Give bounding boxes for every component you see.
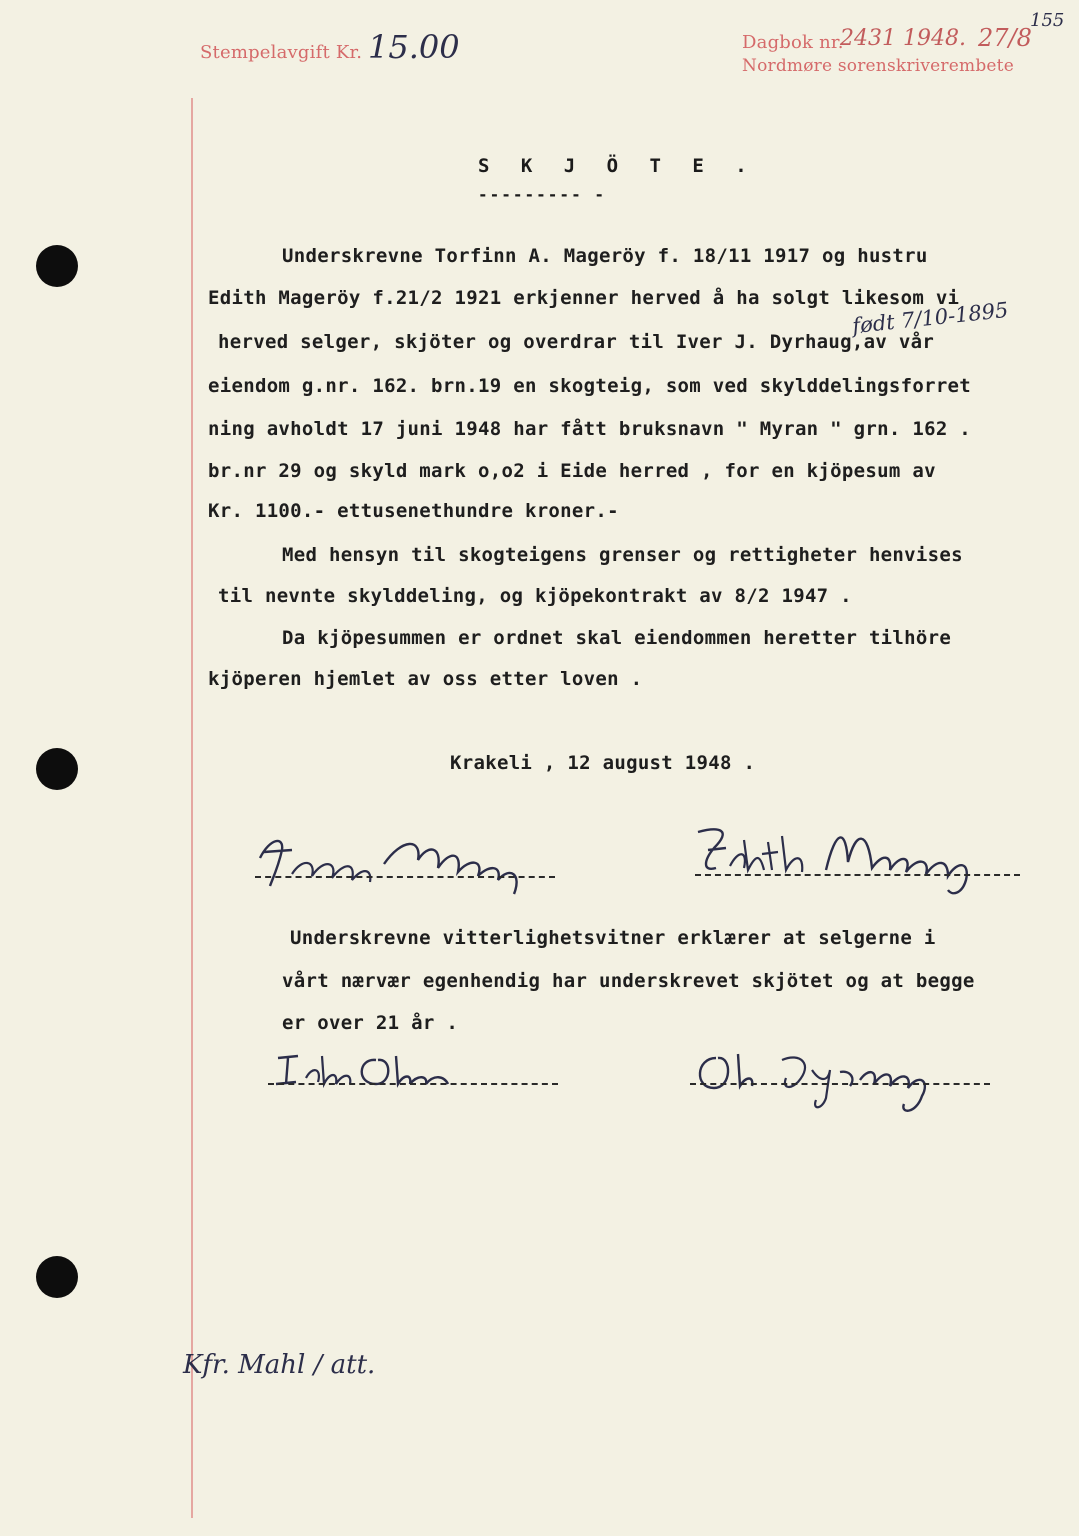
page-number: 155 <box>1030 10 1065 31</box>
body-line: Edith Mageröy f.21/2 1921 erkjenner herved å ha solgt likesom vi <box>208 287 960 309</box>
handwritten-insert: født 7/10-1895 <box>851 297 1010 339</box>
body-line: Kr. 1100.- ettusenethundre kroner.- <box>208 500 619 522</box>
journal-date: 27/8 <box>978 24 1032 52</box>
body-line: ning avholdt 17 juni 1948 har fått bruksnavn " Myran " grn. 162 . <box>208 418 972 440</box>
witness-line: vårt nærvær egenhendig har underskrevet skjötet og at begge <box>282 970 975 992</box>
title-underline: --------- - <box>478 185 606 204</box>
witness-line: er over 21 år . <box>282 1012 459 1034</box>
stamp-duty-label: Stempelavgift Kr. <box>200 42 363 63</box>
body-line: kjöperen hjemlet av oss etter loven . <box>208 668 643 690</box>
witness-line: Underskrevne vitterlighetsvitner erklærer at selgerne i <box>290 927 936 949</box>
signature-edith-mageroy <box>686 820 1006 900</box>
body-line: herved selger, skjöter og overdrar til Iver J. Dyrhaug,av vår <box>218 331 935 353</box>
punch-hole <box>36 748 78 790</box>
place-date: Krakeli , 12 august 1948 . <box>450 752 756 774</box>
margin-note: Kfr. Mahl / att. <box>183 1350 376 1380</box>
signature-witness-1 <box>272 1050 472 1094</box>
punch-hole <box>36 245 78 287</box>
signature-torfinn-mageroy <box>252 828 562 900</box>
body-line: br.nr 29 og skyld mark o,o2 i Eide herred , for en kjöpesum av <box>208 460 936 482</box>
body-line: eiendom g.nr. 162. brn.19 en skogteig, som ved skylddelingsforret <box>208 375 972 397</box>
document-title: S K J Ö T E . <box>478 155 757 177</box>
signature-line <box>695 874 1020 876</box>
body-line: til nevnte skylddeling, og kjöpekontrakt av 8/2 1947 . <box>218 585 852 607</box>
signature-line <box>255 876 555 878</box>
signature-line <box>690 1083 990 1085</box>
journal-label: Dagbok nr. <box>742 32 844 53</box>
body-line: Underskrevne Torfinn A. Mageröy f. 18/11 1917 og hustru <box>282 245 928 267</box>
red-margin-line <box>191 98 193 1518</box>
office-name: Nordmøre sorenskriverembete <box>742 56 1014 76</box>
body-line: Med hensyn til skogteigens grenser og rettigheter henvises <box>282 544 963 566</box>
signature-line <box>268 1083 558 1085</box>
body-line: Da kjöpesummen er ordnet skal eiendommen heretter tilhöre <box>282 627 952 649</box>
stamp-duty-value: 15.00 <box>368 28 460 66</box>
journal-number: 2431 1948. <box>840 26 966 51</box>
punch-hole <box>36 1256 78 1298</box>
